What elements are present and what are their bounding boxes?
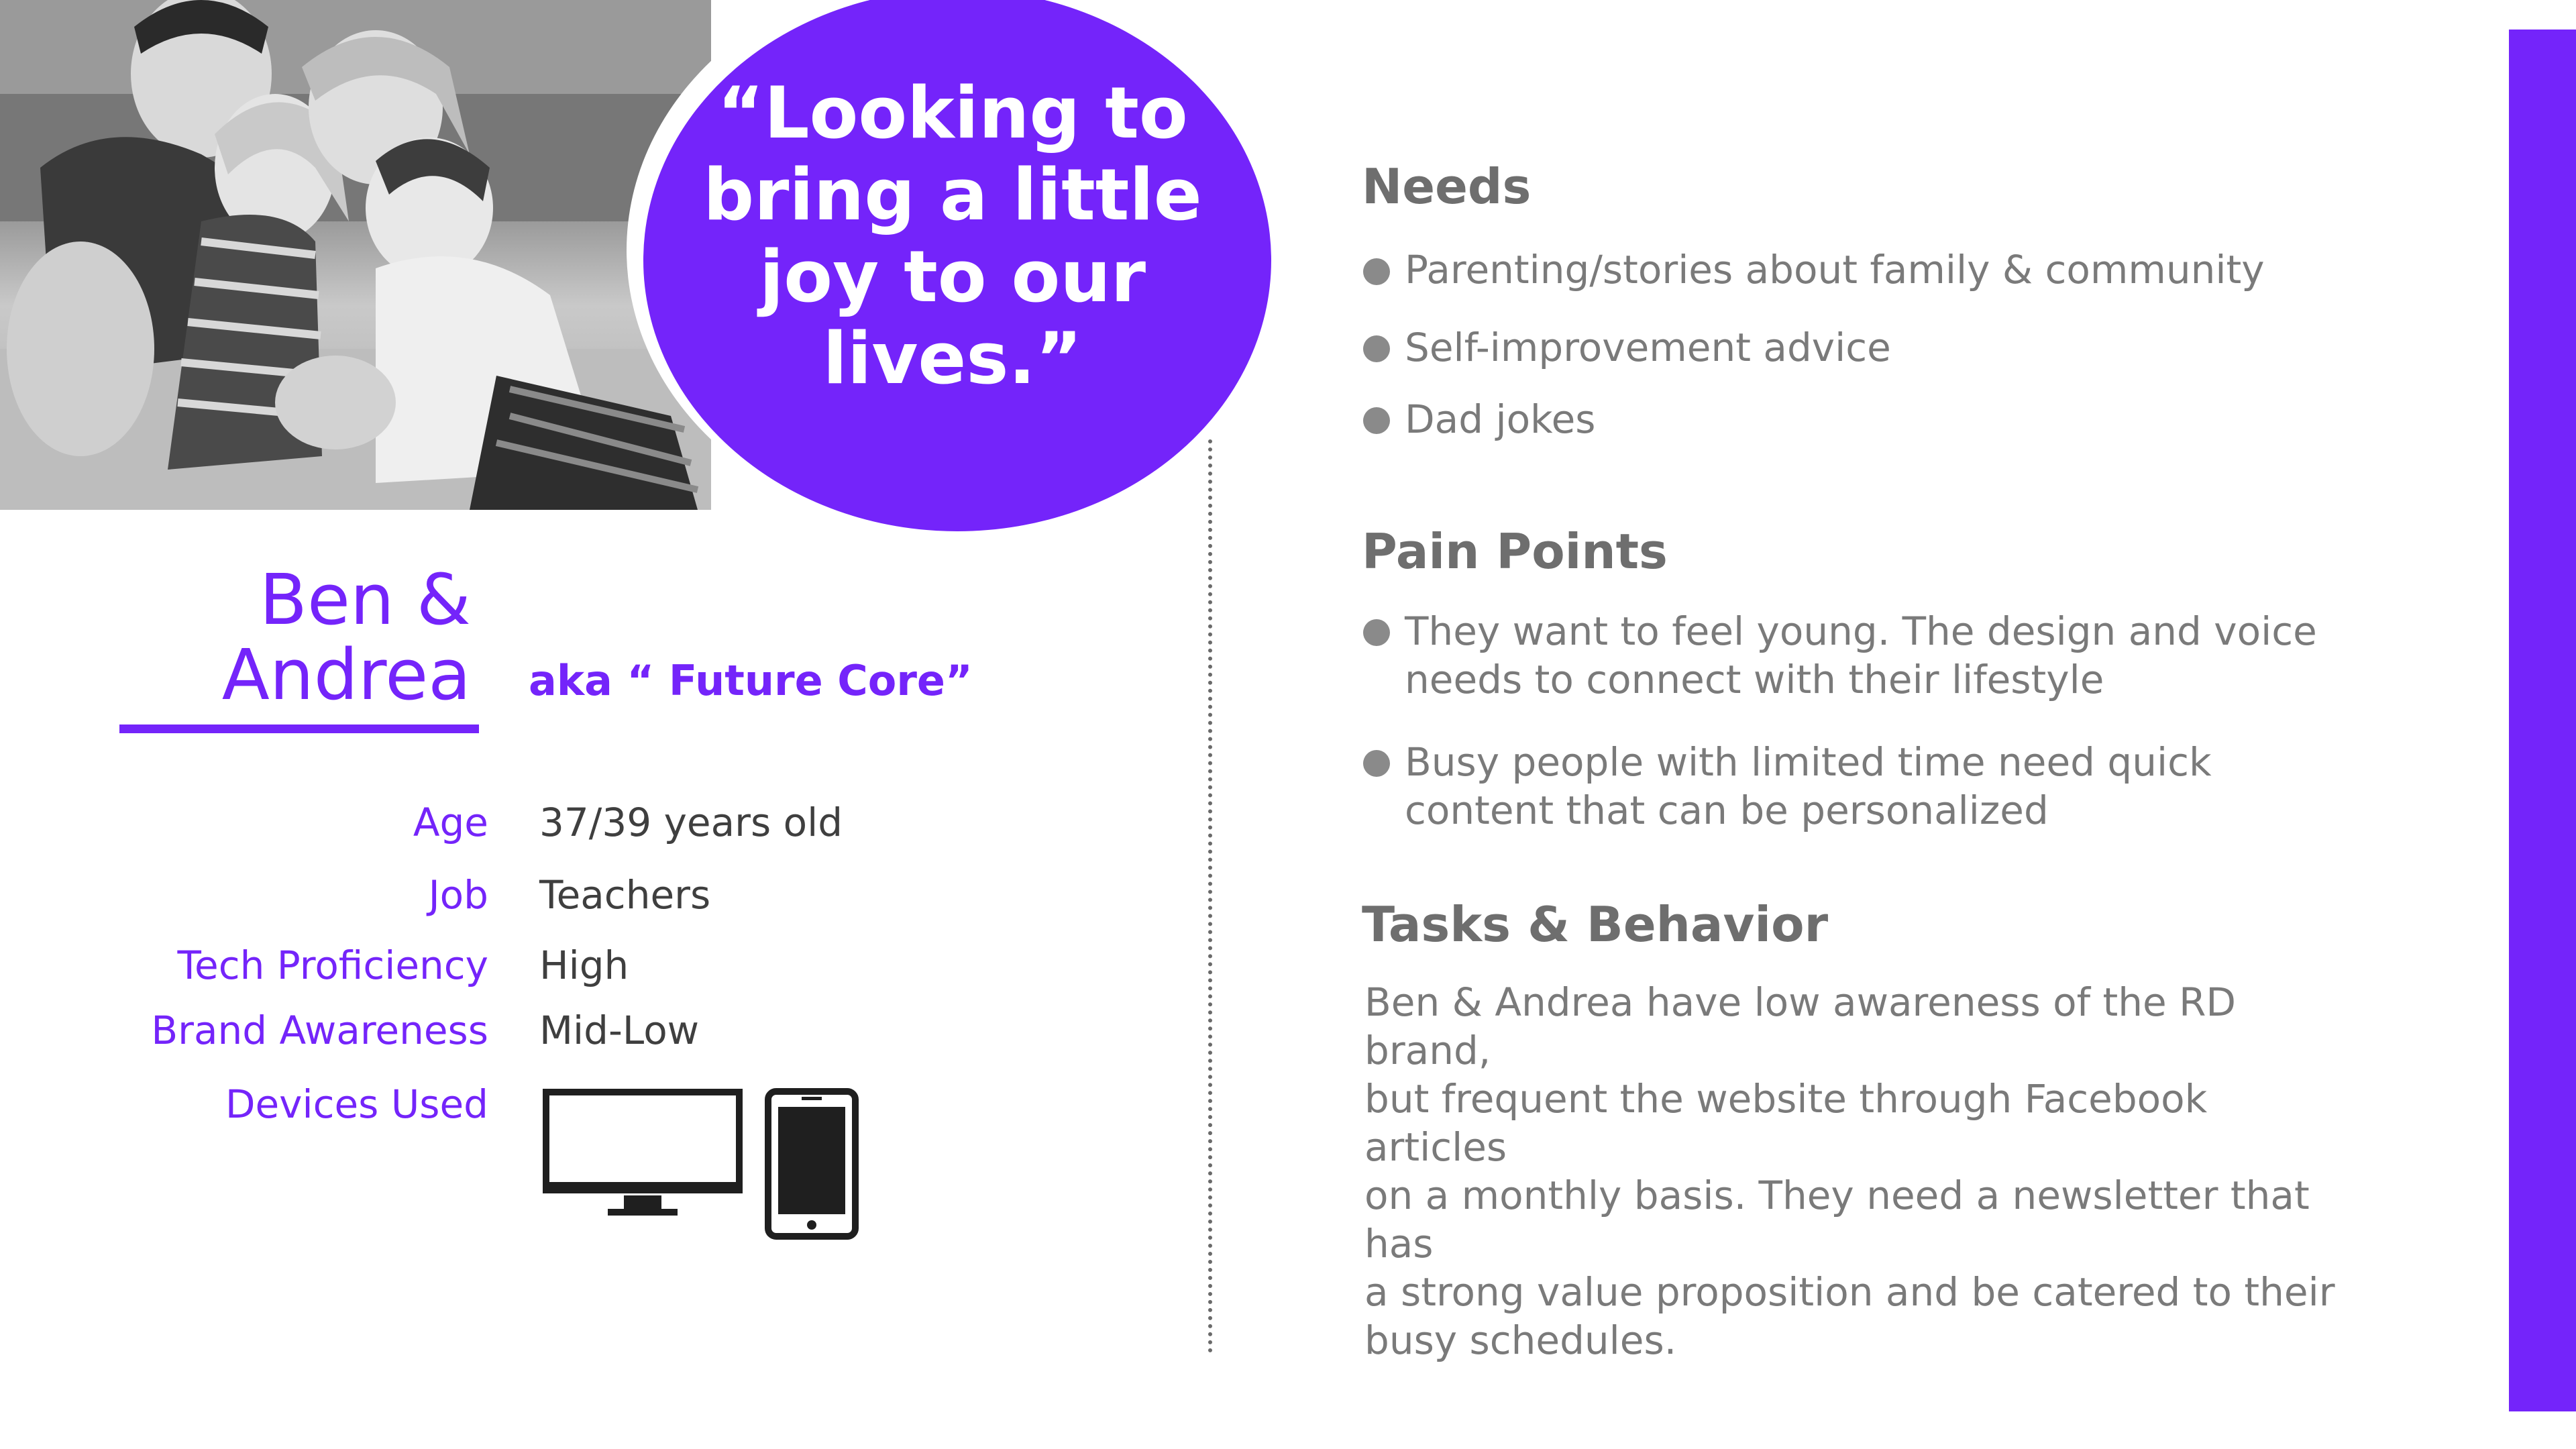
bullet-icon [1363, 750, 1390, 777]
age-value: 37/39 years old [539, 800, 843, 845]
brand-awareness-value: Mid-Low [539, 1008, 700, 1053]
needs-item-3: Dad jokes [1405, 396, 1596, 442]
persona-quote: “Looking to bring a little joy to our lives.” [703, 72, 1202, 400]
pain-points-heading: Pain Points [1362, 523, 1668, 580]
brand-awareness-label: Brand Awareness [151, 1008, 488, 1053]
smartphone-icon [765, 1088, 859, 1240]
bullet-icon [1363, 619, 1390, 646]
family-photo [0, 0, 711, 510]
accent-side-bar [2509, 30, 2576, 1411]
persona-name: Ben & Andrea [221, 559, 471, 716]
pain-point-item-2: Busy people with limited time need quick content that can be personalized [1405, 739, 2212, 833]
tech-proficiency-label: Tech Proficiency [177, 943, 488, 988]
vertical-dotted-divider [1208, 439, 1212, 1353]
needs-item-2: Self-improvement advice [1405, 325, 1891, 370]
name-underline [119, 724, 479, 733]
needs-heading: Needs [1362, 158, 1532, 215]
tasks-behavior-text: Ben & Andrea have low awareness of the RD brand, but frequent the website through Facebook articles on a monthly basis. They need a newsletter that has a strong value proposition and be catered to their busy schedules. [1364, 979, 2335, 1363]
devices-used-label: Devices Used [225, 1081, 488, 1127]
tech-proficiency-value: High [539, 943, 629, 988]
family-photo-illustration [0, 0, 711, 510]
persona-aka: aka “ Future Core” [529, 656, 973, 705]
pain-point-item-1: They want to feel young. The design and voice needs to connect with their lifestyle [1405, 608, 2317, 702]
bullet-icon [1363, 335, 1390, 362]
tasks-behavior-heading: Tasks & Behavior [1362, 896, 1829, 953]
bullet-icon [1363, 258, 1390, 285]
age-label: Age [413, 800, 488, 845]
job-value: Teachers [539, 872, 711, 918]
desktop-monitor-icon [542, 1088, 743, 1222]
job-label: Job [428, 872, 488, 918]
needs-item-1: Parenting/stories about family & community [1405, 247, 2265, 292]
bullet-icon [1363, 407, 1390, 434]
